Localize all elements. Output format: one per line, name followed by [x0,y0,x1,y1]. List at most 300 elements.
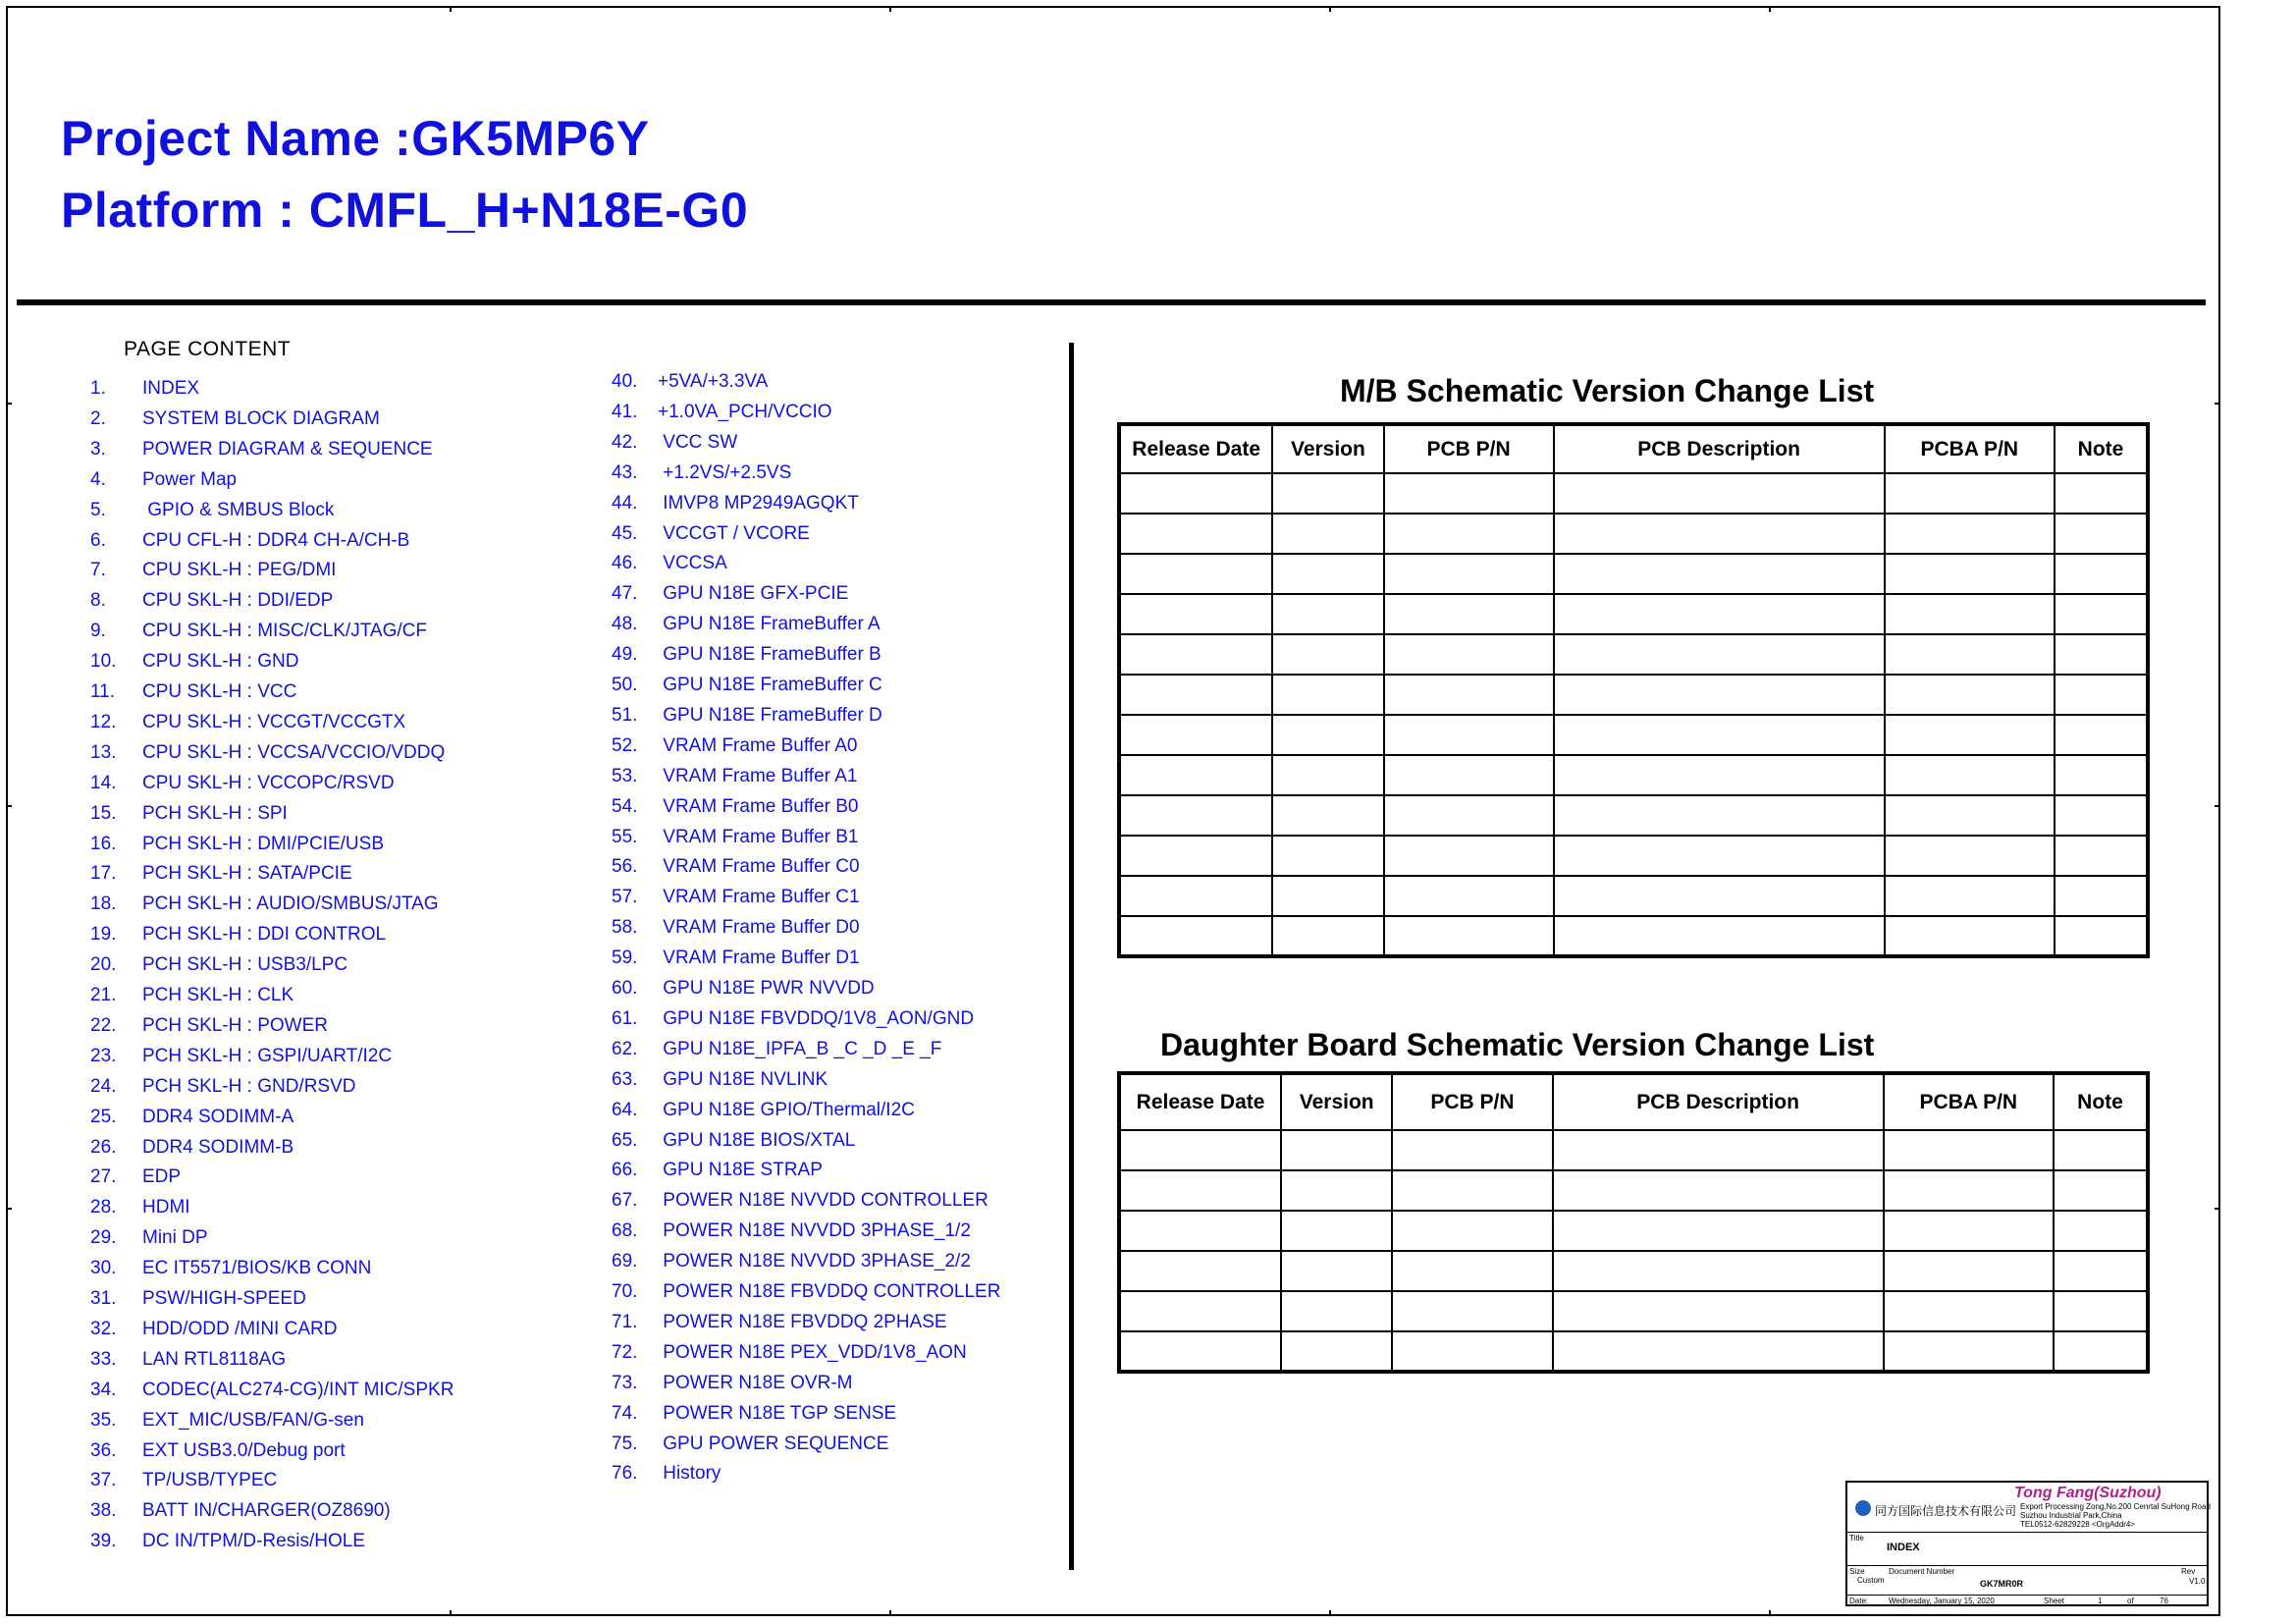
index-entry-number: 36. [90,1439,117,1461]
index-entry [90,742,445,764]
index-entry [612,1100,915,1121]
index-entry-title: POWER N18E FBVDDQ CONTROLLER [658,1281,1001,1302]
index-entry-title: +5VA/+3.3VA [658,371,769,392]
company-logo-icon [1855,1500,1871,1516]
table-cell [1553,1130,1884,1170]
index-entry [90,924,386,946]
index-entry [612,1039,941,1060]
table-row [1119,675,2148,715]
table-cell [1119,554,1272,594]
index-entry [90,773,395,794]
index-entry [90,1015,328,1037]
table-row [1119,1251,2148,1291]
index-entry-number: 25. [90,1106,117,1127]
index-entry [612,371,768,393]
table-cell [1119,836,1272,876]
table-cell [1392,1291,1552,1331]
index-entry-number: 73. [612,1372,638,1393]
index-entry [90,1107,294,1128]
table-header-cell: Version [1272,424,1383,473]
index-entry-title: PSW/HIGH-SPEED [142,1288,306,1309]
company-address [2020,1502,2211,1529]
index-entry-title: IMVP8 MP2949AGQKT [658,492,859,514]
table-cell [1281,1130,1392,1170]
index-entry [612,1403,896,1425]
index-entry-number: 18. [90,893,117,915]
index-entry-title: GPU POWER SEQUENCE [658,1433,889,1454]
table-cell [1281,1331,1392,1372]
index-entry-number: 20. [90,954,117,976]
table-header-cell: PCBA P/N [1884,1073,2054,1130]
table-cell [1553,1170,1884,1211]
index-entry-number: 65. [612,1129,638,1151]
table-cell [1119,594,1272,634]
index-entry-number: 35. [90,1409,117,1431]
index-entry-number: 5. [90,499,106,520]
project-name: Project Name :GK5MP6Y [61,111,650,166]
index-entry-title: GPU N18E GPIO/Thermal/I2C [658,1099,915,1120]
index-entry-number: 19. [90,924,117,946]
table-cell [1384,634,1554,675]
index-entry-title: PCH SKL-H : USB3/LPC [142,954,348,976]
table-row [1119,514,2148,554]
table-cell [1384,795,1554,836]
table-row [1119,554,2148,594]
column-divider [1069,343,1074,1570]
table-row [1119,795,2148,836]
index-entry [90,1076,355,1098]
index-entry [612,1434,888,1455]
index-entry-title: VRAM Frame Buffer C1 [658,887,860,908]
index-entry-title: BATT IN/CHARGER(OZ8690) [142,1500,391,1522]
index-entry-title: History [658,1463,721,1485]
index-entry-title: POWER N18E TGP SENSE [658,1402,897,1424]
index-entry-title: POWER N18E PEX_VDD/1V8_AON [658,1341,967,1363]
table-header-cell: Version [1281,1073,1392,1130]
table-cell [1554,795,1885,836]
index-entry-title: PCH SKL-H : POWER [142,1014,328,1036]
table-cell [1553,1211,1884,1251]
index-entry-title: VRAM Frame Buffer A0 [658,734,858,756]
table-cell [2055,554,2148,594]
index-entry-title: PCH SKL-H : GSPI/UART/I2C [142,1045,393,1066]
index-entry-title: VRAM Frame Buffer A1 [658,765,858,786]
index-entry [90,651,298,673]
table-row [1119,1170,2148,1211]
index-entry-title: GPU N18E_IPFA_B _C _D _E _F [658,1038,942,1059]
index-entry [612,523,810,545]
table-row [1119,916,2148,956]
table-cell [1885,755,2055,795]
index-entry [90,1410,364,1432]
index-entry-number: 33. [90,1348,117,1370]
table-cell [1885,876,2055,916]
table-cell [1272,675,1383,715]
index-entry-number: 6. [90,529,106,551]
table-cell [1885,634,2055,675]
table-cell [2055,594,2148,634]
index-entry [90,590,333,612]
table-cell [1119,755,1272,795]
of-label: of [2127,1597,2134,1605]
index-entry [90,621,427,642]
table-cell [1119,715,1272,755]
table-cell [1272,594,1383,634]
sheet-value: 1 [2098,1597,2103,1605]
index-entry-title: GPU N18E STRAP [658,1160,823,1181]
mb-table-title: M/B Schematic Version Change List [1340,373,1875,408]
table-row [1119,1211,2148,1251]
index-entry-number: 16. [90,833,117,854]
index-entry-title: PCH SKL-H : GND/RSVD [142,1075,356,1097]
table-cell [1554,634,1885,675]
index-entry-title: HDMI [142,1197,190,1218]
index-entry-title: SYSTEM BLOCK DIAGRAM [142,407,380,429]
table-cell [2055,634,2148,675]
index-entry [90,1500,391,1522]
table-row [1119,473,2148,514]
index-entry-title: INDEX [142,378,200,399]
table-cell [1884,1170,2054,1211]
index-entry-title: POWER N18E NVVDD CONTROLLER [658,1190,988,1212]
index-entry [90,681,296,703]
index-entry-title: +1.0VA_PCH/VCCIO [658,401,832,422]
table-cell [1272,755,1383,795]
index-entry-number: 53. [612,765,638,786]
table-header-cell: PCBA P/N [1885,424,2055,473]
table-cell [2054,1331,2148,1372]
index-entry-title: VRAM Frame Buffer C0 [658,856,860,878]
table-cell [1119,795,1272,836]
table-cell [1554,715,1885,755]
index-entry-number: 2. [90,407,106,429]
index-entry-number: 10. [90,651,117,673]
index-entry-title: CPU SKL-H : VCCGT/VCCGTX [142,711,406,732]
table-cell [2055,715,2148,755]
table-header-cell: Note [2054,1073,2148,1130]
table-cell [1384,594,1554,634]
index-entry-title: POWER N18E NVVDD 3PHASE_2/2 [658,1251,971,1272]
table-cell [1281,1291,1392,1331]
table-cell [1384,473,1554,514]
table-cell [2055,473,2148,514]
table-cell [1392,1130,1552,1170]
table-cell [1885,715,2055,755]
date-label: Date: [1849,1597,1869,1605]
table-row [1119,1130,2148,1170]
index-entry-number: 66. [612,1160,638,1181]
index-entry [612,1220,971,1242]
table-row [1119,594,2148,634]
index-entry-title: GPU N18E PWR NVVDD [658,978,875,999]
index-entry [612,1463,721,1485]
index-entry-title: PCH SKL-H : CLK [142,985,294,1005]
index-entry-number: 59. [612,947,638,969]
company-name-en: Tong Fang(Suzhou) [2014,1485,2162,1501]
table-cell [1554,473,1885,514]
table-cell [1281,1170,1392,1211]
table-cell [1554,514,1885,554]
table-cell [1119,1251,1281,1291]
table-row [1119,1331,2148,1372]
index-entry [90,1380,454,1401]
table-cell [1119,1331,1281,1372]
index-entry-title: GPU N18E FrameBuffer B [658,644,881,666]
table-cell [1119,1291,1281,1331]
index-entry-title: PCH SKL-H : SPI [142,802,288,824]
index-entry-number: 30. [90,1258,117,1279]
table-cell [2055,876,2148,916]
index-entry-number: 52. [612,734,638,756]
index-entry [612,917,860,939]
index-entry [612,705,882,727]
table-cell [1384,836,1554,876]
index-entry-number: 26. [90,1136,117,1158]
index-entry-title: VRAM Frame Buffer D1 [658,947,860,969]
index-entry-number: 37. [90,1470,117,1491]
address-line-2: Suzhou Industrial Park,China [2020,1511,2122,1520]
index-entry-number: 42. [612,431,638,453]
table-header-cell: PCB P/N [1392,1073,1552,1130]
index-entry-number: 31. [90,1288,117,1309]
header-divider [17,299,2206,305]
title-block [1845,1481,2209,1606]
address-line-1: Export Processing Zong,No.200 Cenrtal SuHong Road [2020,1502,2211,1511]
size-row [1847,1565,2207,1566]
index-entry-title: GPU N18E GFX-PCIE [658,583,849,605]
table-cell [1119,1170,1281,1211]
index-entry [612,553,727,574]
document-number-value: GK7MR0R [1980,1579,2024,1589]
table-row [1119,1291,2148,1331]
table-header-cell: Release Date [1119,424,1272,473]
index-entry [612,402,832,423]
index-entry [612,432,737,454]
index-entry [90,530,409,552]
index-entry-number: 55. [612,826,638,847]
index-entry-number: 1. [90,378,106,399]
index-entry [612,1160,823,1181]
index-entry-title: VCCGT / VCORE [658,522,810,544]
date-row [1847,1595,2207,1596]
index-entry-title: DDR4 SODIMM-A [142,1106,294,1127]
index-entry [612,1130,855,1152]
document-number-label: Document Number [1889,1567,1955,1576]
index-entry [90,712,405,733]
index-entry-number: 8. [90,590,106,612]
table-cell [1884,1251,2054,1291]
table-cell [2055,755,2148,795]
table-cell [1884,1130,2054,1170]
index-entry-number: 29. [90,1227,117,1249]
index-entry-number: 61. [612,1007,638,1029]
index-entry-title: HDD/ODD /MINI CARD [142,1318,338,1339]
table-header-cell: PCB Description [1553,1073,1884,1130]
index-entry-title: CPU SKL-H : VCCSA/VCCIO/VDDQ [142,741,446,763]
index-entry [90,1288,306,1310]
index-entry-number: 15. [90,802,117,824]
table-cell [1272,836,1383,876]
table-cell [2055,795,2148,836]
index-entry-number: 64. [612,1099,638,1120]
index-entry-number: 43. [612,461,638,483]
index-entry-number: 21. [90,985,117,1005]
table-row [1119,755,2148,795]
index-entry-number: 51. [612,704,638,726]
index-entry-number: 22. [90,1014,117,1036]
index-entry [612,675,882,696]
index-entry [612,614,881,635]
table-cell [1885,916,2055,956]
table-cell [1281,1251,1392,1291]
table-header-cell: PCB Description [1554,424,1885,473]
index-entry [612,947,860,969]
title-row [1847,1532,2207,1533]
table-cell [1392,1331,1552,1372]
mb-version-table [1117,422,2150,958]
index-entry-number: 34. [90,1379,117,1400]
index-entry-title: VCCSA [658,553,727,574]
table-cell [1392,1211,1552,1251]
index-entry [612,493,859,514]
table-cell [1272,554,1383,594]
table-cell [1272,795,1383,836]
table-cell [1119,514,1272,554]
index-entry [90,1227,208,1249]
index-entry-number: 24. [90,1075,117,1097]
table-cell [1384,715,1554,755]
index-entry-number: 62. [612,1038,638,1059]
index-entry [90,834,384,855]
table-cell [1119,1211,1281,1251]
title-value: INDEX [1887,1542,1920,1553]
index-entry-title: CPU SKL-H : PEG/DMI [142,560,337,581]
table-header-row [1119,1073,2148,1130]
index-entry-title: GPU N18E FBVDDQ/1V8_AON/GND [658,1007,975,1029]
index-entry [612,1008,974,1030]
size-value: Custom [1857,1576,1885,1585]
table-cell [1554,876,1885,916]
index-entry [612,735,857,757]
index-entry-number: 69. [612,1251,638,1272]
index-entry [90,439,433,460]
index-entry-title: POWER N18E OVR-M [658,1372,853,1393]
index-entry [612,978,875,1000]
index-entry-number: 45. [612,522,638,544]
index-entry-number: 40. [612,371,638,392]
index-entry-title: CODEC(ALC274-CG)/INT MIC/SPKR [142,1379,454,1400]
size-label: Size [1849,1567,1865,1576]
index-entry-title: DDR4 SODIMM-B [142,1136,294,1158]
table-cell [1885,594,2055,634]
table-cell [1272,473,1383,514]
index-entry [90,560,336,581]
index-entry-title: Power Map [142,468,238,490]
index-entry-number: 72. [612,1341,638,1363]
index-entry-number: 28. [90,1197,117,1218]
index-entry [612,887,860,908]
index-entry-number: 9. [90,621,106,642]
table-cell [2055,836,2148,876]
index-entry-number: 49. [612,644,638,666]
db-version-table [1117,1071,2150,1374]
index-entry [90,1258,371,1279]
index-entry-number: 46. [612,553,638,574]
index-entry-title: TP/USB/TYPEC [142,1470,278,1491]
title-label: Title [1849,1534,1864,1543]
index-entry-title: GPU N18E FrameBuffer D [658,704,882,726]
index-entry [612,827,859,848]
address-line-3: TEL0512-62829228 <OrgAddr4> [2020,1520,2135,1529]
table-row [1119,836,2148,876]
index-entry [90,803,288,825]
index-entry-title: CPU SKL-H : VCCOPC/RSVD [142,772,395,793]
table-cell [1119,876,1272,916]
index-entry-number: 27. [90,1166,117,1188]
index-entry-title: PCH SKL-H : SATA/PCIE [142,863,352,885]
table-cell [1885,795,2055,836]
index-entry-number: 57. [612,887,638,908]
index-entry-title: GPIO & SMBUS Block [142,499,335,520]
table-cell [1384,876,1554,916]
index-entry [612,1312,947,1333]
table-header-cell: PCB P/N [1384,424,1554,473]
index-entry-number: 3. [90,438,106,460]
table-cell [1885,675,2055,715]
table-row [1119,715,2148,755]
index-entry-title: GPU N18E FrameBuffer C [658,675,882,695]
table-cell [2054,1251,2148,1291]
table-cell [1272,715,1383,755]
table-cell [1553,1331,1884,1372]
table-cell [1553,1251,1884,1291]
table-cell [1885,514,2055,554]
table-cell [2055,514,2148,554]
index-entry [612,1190,988,1212]
index-entry-number: 75. [612,1433,638,1454]
table-cell [1384,554,1554,594]
index-entry [612,462,791,484]
table-cell [1272,876,1383,916]
index-entry-number: 4. [90,468,106,490]
index-entry-number: 41. [612,401,638,422]
index-entry [90,1166,181,1188]
index-entry-number: 68. [612,1220,638,1242]
index-entry [90,1319,337,1340]
index-entry-title: GPU N18E FrameBuffer A [658,614,881,635]
index-entry-title: VRAM Frame Buffer D0 [658,917,860,939]
index-entry [612,1373,852,1394]
index-entry-number: 71. [612,1311,638,1332]
index-entry [90,1440,346,1462]
of-value: 76 [2160,1597,2168,1605]
index-entry [612,856,860,878]
index-entry-title: CPU CFL-H : DDR4 CH-A/CH-B [142,529,410,551]
table-cell [1554,594,1885,634]
table-cell [2055,916,2148,956]
index-entry [90,863,352,885]
sheet-label: Sheet [2044,1597,2064,1605]
index-entry-title: +1.2VS/+2.5VS [658,461,792,483]
index-entry [612,583,848,605]
table-cell [1119,473,1272,514]
index-entry-title: VCC SW [658,431,738,453]
table-cell [1384,755,1554,795]
index-entry-title: PCH SKL-H : DDI CONTROL [142,924,387,946]
index-entry-number: 63. [612,1068,638,1090]
index-entry [90,500,334,521]
index-entry [90,1470,277,1491]
